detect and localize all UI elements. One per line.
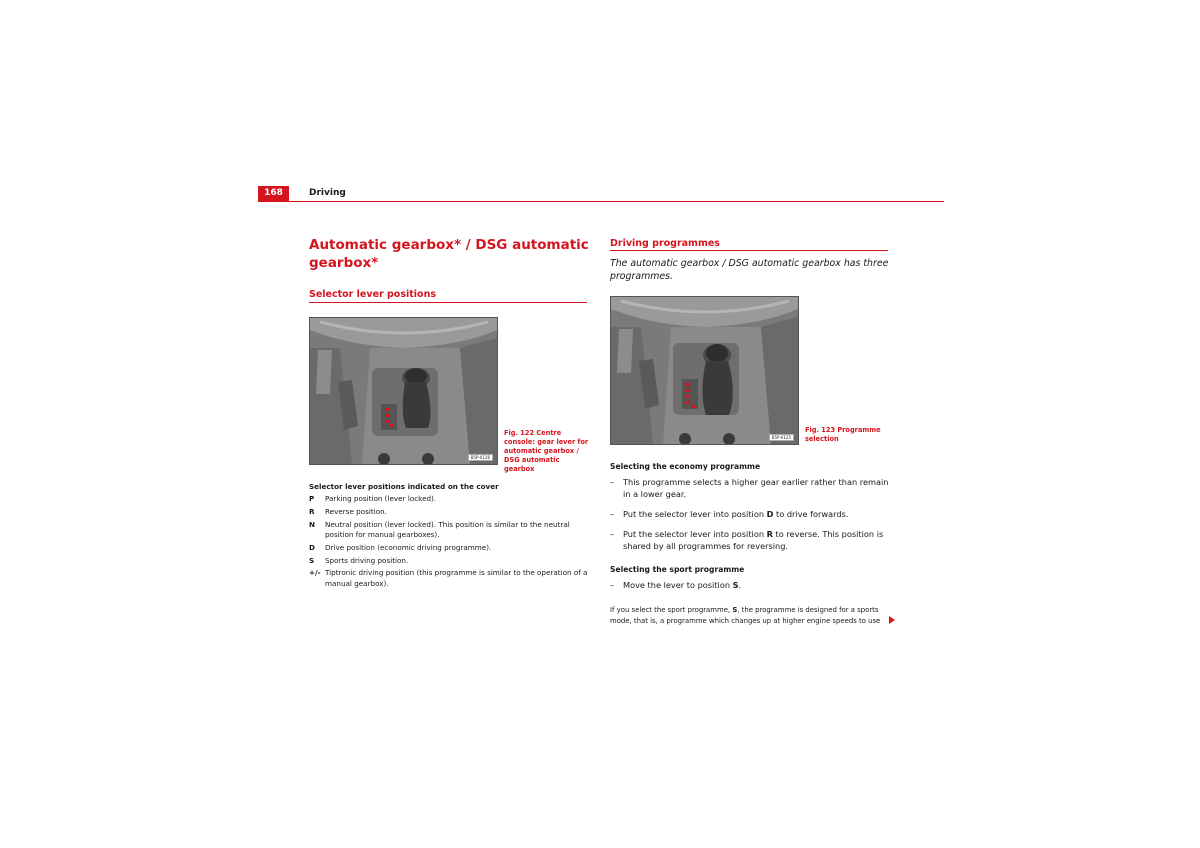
position-letter: S	[732, 606, 738, 614]
list-item	[309, 507, 589, 518]
position-key: +/-	[309, 568, 321, 578]
position-desc: Parking position (lever locked).	[325, 494, 437, 503]
list-item	[610, 508, 890, 520]
position-key: P	[309, 494, 315, 503]
intro-text: The automatic gearbox / DSG automatic gearbox has three programmes.	[610, 258, 889, 282]
dash-bullet: –	[610, 509, 615, 519]
step-text	[623, 508, 890, 520]
list-item	[610, 579, 890, 591]
continue-arrow-icon	[889, 616, 895, 624]
list-item	[309, 494, 589, 505]
sport-note-paragraph	[610, 605, 890, 627]
positions-list	[309, 494, 589, 592]
position-key: D	[309, 542, 315, 552]
position-key: N	[309, 519, 316, 529]
position-desc: Sports driving position.	[325, 555, 409, 565]
sport-steps	[610, 579, 890, 599]
note-pre: If you select the sport programme,	[610, 606, 733, 614]
step-text-post: to reverse. This position is shared by all programmes for reversing.	[623, 529, 884, 551]
figure-122-image	[309, 317, 498, 465]
subsection-rule	[610, 250, 888, 251]
step-text-post: .	[738, 580, 742, 590]
position-key: R	[309, 506, 315, 516]
position-key: S	[309, 555, 315, 565]
figure-123-caption: Fig. 123 Programme selection	[805, 426, 881, 443]
step-text	[623, 528, 890, 552]
position-letter: D	[766, 509, 774, 519]
section-title: Automatic gearbox* / DSG automatic gearbox*	[309, 237, 589, 271]
figure-122-caption: Fig. 122 Centre console: gear lever for automatic gearbox / DSG automatic gearbox	[504, 429, 589, 473]
page-number: 168	[258, 186, 289, 201]
step-text-pre: Put the selector lever into position	[623, 529, 767, 539]
list-item	[610, 476, 890, 500]
chapter-title: Driving	[309, 188, 346, 198]
figure-code: B5P-0126	[468, 454, 493, 461]
list-item	[610, 528, 890, 552]
step-text	[623, 579, 890, 591]
list-item	[309, 520, 589, 541]
note-post: , the programme is designed for a sports mode, that is, a programme which changes up at higher engine speeds to use	[610, 606, 881, 625]
list-item	[309, 556, 589, 567]
dash-bullet: –	[610, 580, 615, 590]
position-desc: Drive position (economic driving programme).	[325, 542, 492, 552]
figure-123-image	[610, 296, 799, 445]
subsection-title-selector-positions: Selector lever positions	[309, 289, 436, 300]
figure-code: B5P-0125	[769, 434, 794, 441]
header-rule	[258, 201, 944, 202]
position-letter: R	[766, 529, 773, 539]
subsection-rule	[309, 302, 587, 303]
position-desc: Neutral position (lever locked). This position is similar to the neutral position for manual gearboxes).	[325, 519, 570, 540]
position-desc: Tiptronic driving position (this programme is similar to the operation of a manual gearbox).	[325, 568, 588, 588]
step-text-post: to drive forwards.	[773, 509, 849, 519]
subsection-title-driving-programmes: Driving programmes	[610, 238, 720, 249]
list-item	[309, 568, 589, 589]
position-letter: S	[732, 580, 739, 590]
dash-bullet: –	[610, 477, 615, 487]
position-desc: Reverse position.	[325, 506, 387, 516]
step-text-pre: Put the selector lever into position	[623, 509, 767, 519]
list-item	[309, 543, 589, 554]
sport-heading: Selecting the sport programme	[610, 565, 745, 574]
cover-heading: Selector lever positions indicated on the cover	[309, 482, 499, 491]
step-text-pre: Move the lever to position	[623, 580, 733, 590]
dash-bullet: –	[610, 529, 615, 539]
economy-steps	[610, 476, 890, 560]
step-text: This programme selects a higher gear earlier rather than remain in a lower gear.	[623, 477, 889, 499]
economy-heading: Selecting the economy programme	[610, 462, 761, 471]
